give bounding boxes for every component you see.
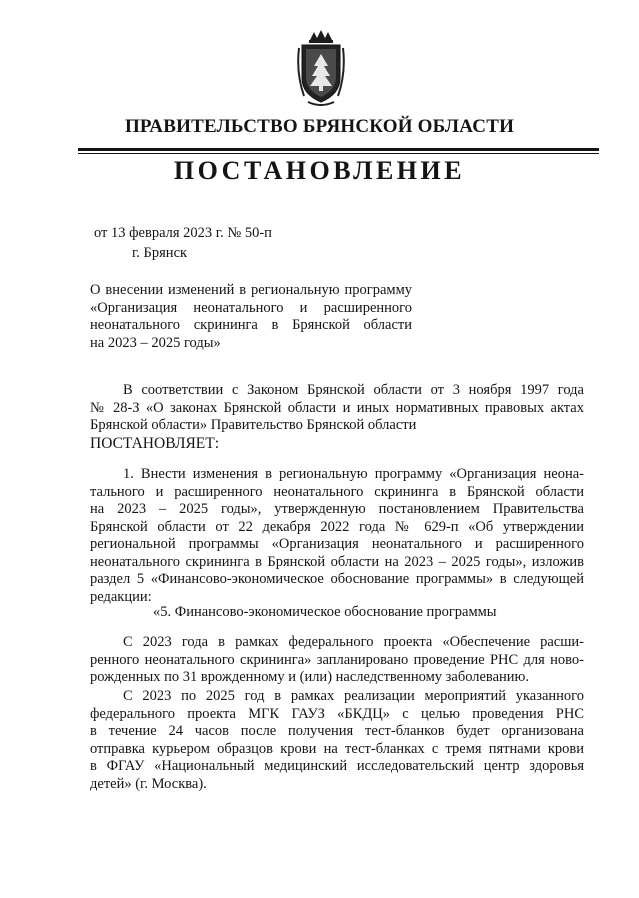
government-name-heading: ПРАВИТЕЛЬСТВО БРЯНСКОЙ ОБЛАСТИ [124, 116, 515, 137]
resolves-word: ПОСТАНОВЛЯЕТ: [90, 434, 220, 452]
preamble-paragraph [90, 382, 584, 452]
paragraph-line: С 2023 по 2025 год в рамках реализации мероприятий указанного [123, 688, 584, 704]
date-number-line: от 13 февраля 2023 г. № 50-п [94, 225, 272, 241]
paragraph-line: раздел 5 «Финансово-экономическое обоснование программы» в следующей [90, 571, 584, 587]
city-line: г. Брянск [132, 245, 188, 261]
paragraph-line: региональной программы «Организация неонатального и расширенного [90, 536, 584, 552]
paragraph-line: в течение 24 часов после получения тест-бланков будет организована [90, 723, 584, 739]
paragraph-line: отправка курьером образцов крови на тест-бланках с тремя пятнами крови [90, 740, 584, 757]
section-5-heading: «5. Финансово-экономическое обоснование программы [153, 604, 497, 620]
item-1-paragraph [90, 466, 584, 606]
bryansk-coat-of-arms-emblem [296, 28, 346, 108]
paragraph-line: Брянской области от 22 декабря 2022 года № 629-п «Об утверждении [90, 518, 584, 535]
subject-line: на 2023 – 2025 годы» [90, 334, 221, 351]
paragraph-line: на 2023 – 2025 годы», утвержденную постановлением Правительства [90, 501, 584, 517]
paragraph-line: федерального проекта МГК ГАУЗ «БКДЦ» с целью проведения РНС [90, 705, 584, 722]
header-rule-thin [78, 153, 599, 154]
paragraph-line: № 28-З «О законах Брянской области и иных нормативных правовых актах [90, 399, 584, 416]
paragraph-line: С 2023 года в рамках федерального проекта «Обеспечение расши- [123, 634, 584, 650]
paragraph-line: тального и расширенного неонатального скрининга в Брянской области [90, 483, 584, 500]
subject-line: «Организация неонатального и расширенного [90, 299, 412, 316]
paragraph-line: 1. Внести изменения в региональную программу «Организация неона- [123, 466, 584, 482]
paragraph-line: неонатального скрининга в Брянской области на 2023 – 2025 годы», изложив [90, 553, 584, 570]
header-rule-thick [78, 148, 599, 151]
subject-line: неонатального скрининга в Брянской области [90, 317, 412, 333]
paragraph-2023-2025 [90, 688, 584, 793]
subject-line: О внесении изменений в региональную программу [90, 282, 412, 298]
paragraph-line: Брянской области» Правительство Брянской области [90, 417, 417, 433]
paragraph-line: редакции: [90, 588, 152, 605]
paragraph-line: детей» (г. Москва). [90, 775, 207, 792]
paragraph-2023 [90, 634, 584, 687]
document-subject [90, 282, 412, 352]
document-type-heading: ПОСТАНОВЛЕНИЕ [173, 156, 466, 185]
paragraph-line: В соответствии с Законом Брянской области от 3 ноября 1997 года [123, 382, 584, 398]
paragraph-line: в ФГАУ «Национальный медицинский исследовательский центр здоровья [90, 758, 584, 774]
paragraph-line: рожденных по 31 врожденному и (или) наследственному заболеванию. [90, 669, 529, 685]
paragraph-line: ренного неонатального скрининга» запланировано проведение РНС для ново- [90, 651, 584, 668]
